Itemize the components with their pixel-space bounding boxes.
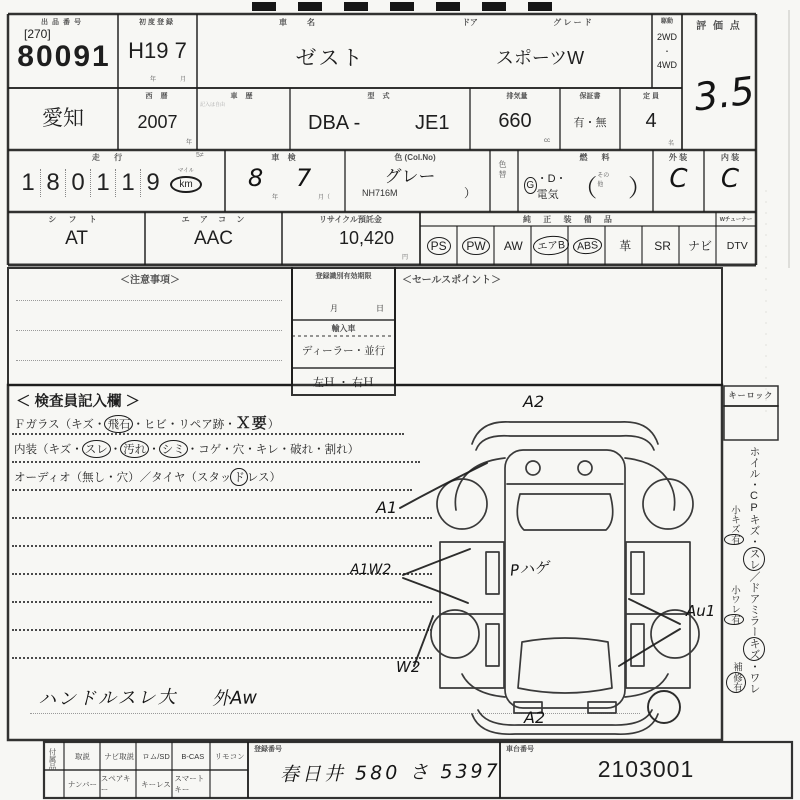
- warranty-header: 保証書: [579, 93, 601, 100]
- equipment-item-PS: PS: [420, 226, 457, 265]
- mileage-header: 走 行: [91, 153, 129, 162]
- inspector-line-interior: 内装（キズ・ スレ ・ 汚れ ・ シミ ・コゲ・穴・キレ・破れ・割れ）: [14, 440, 359, 458]
- ruled-line: [12, 517, 432, 519]
- color-paren-close: ）: [464, 186, 477, 200]
- mileage-unit-top: マイル: [177, 168, 195, 174]
- ruled-line: [12, 657, 432, 659]
- odometer-digit: 1: [21, 169, 35, 196]
- registration-no-value: 春日井 580 さ 5397: [279, 760, 501, 786]
- grade-value: スポーツW: [495, 48, 585, 68]
- score-header: 評 価 点: [696, 21, 742, 32]
- registration-box-month: 月: [330, 304, 338, 313]
- interior-grade: C: [720, 164, 740, 194]
- car-diagram: [420, 392, 720, 738]
- shaken-year-unit: 年: [272, 195, 279, 201]
- side-condition-sub-hoshu: 補修有: [727, 662, 745, 720]
- side-condition-main: ホイル・CPキズ・スレ／ドアミラーキズ・ワレ: [744, 446, 764, 738]
- side-condition-sub-ware: 小ワレ有: [725, 585, 743, 649]
- lot-bracket: [270]: [24, 27, 51, 41]
- accessories-label: 付属品: [48, 748, 57, 771]
- mileage-mark: 5≠: [196, 152, 204, 159]
- side-condition-sub-kizu: 小キズ有: [725, 505, 743, 569]
- chassis-no-header: 車台番号: [506, 746, 534, 753]
- notice-line: [16, 330, 282, 331]
- sales-point-header: ＜セールスポイント＞: [402, 275, 502, 286]
- capacity-header: 定 員: [643, 93, 659, 100]
- fuel-rest: ・D・電気: [536, 172, 567, 201]
- accessory-ロム/SD: ロム/SD: [142, 751, 170, 761]
- inspector-header: ＜ 検査員記入欄 ＞: [16, 394, 141, 410]
- fuel-value: [524, 168, 652, 203]
- odometer-digit: 9: [140, 169, 165, 197]
- year-west-header: 西 暦: [145, 93, 171, 100]
- aircon-header: エ ア コ ン: [181, 215, 249, 224]
- accessory-リモコン: リモコン: [214, 751, 245, 761]
- equipment-cells: [420, 226, 756, 265]
- odometer-digits: [16, 166, 165, 200]
- lot-header: 出品番号: [41, 19, 85, 26]
- equipment-item-AW: AW: [503, 238, 523, 253]
- aircon-value: AAC: [193, 228, 234, 249]
- inspector-line-audio-tire: オーディオ（無し・穴）／タイヤ（スタッ ド レス）: [14, 468, 281, 486]
- drive-4wd: 4WD: [657, 60, 677, 70]
- history-header: 車 歴: [230, 93, 256, 100]
- door-header: ドア: [462, 18, 478, 27]
- lot-number: 80091: [17, 40, 111, 73]
- accessory-empty: [211, 770, 248, 798]
- handle-label: 左Ｈ ・ 右Ｈ: [312, 377, 375, 389]
- accessory-取説: 取説: [74, 751, 90, 761]
- first-reg-value: H19 7: [128, 38, 187, 63]
- warranty-value: 有・無: [573, 117, 607, 129]
- equipment-item-ナビ: ナビ: [687, 239, 712, 253]
- accessories-row-2: [64, 770, 248, 798]
- handwritten-note-aw: 外Aw: [211, 687, 258, 710]
- interior-header: 内 装: [720, 153, 740, 162]
- grade-header: グ レ ー ド: [553, 18, 592, 27]
- equipment-item-SR: SR: [654, 238, 671, 253]
- mileage-unit-selector: [166, 166, 206, 193]
- annotation-left-doors: A1W2: [350, 562, 392, 578]
- odometer-digit: 1: [90, 169, 115, 197]
- fuel-paren-close: ）: [628, 175, 652, 202]
- drive-2wd: 2WD: [657, 32, 677, 42]
- capacity-value: 4: [645, 110, 657, 132]
- annotation-roof-center: Pハゲ: [509, 558, 550, 580]
- model-code-header: 型 式: [367, 93, 393, 100]
- equipment-item-ABS: ABS: [569, 226, 606, 265]
- inspector-line-glass: Ｆガラス（キズ・ 飛石 ・ヒビ・リペア跡・Ｘ要）: [14, 415, 280, 432]
- score-value: 3.5: [691, 68, 757, 120]
- recycle-unit: 円: [402, 255, 409, 261]
- mileage-unit-km: km: [170, 176, 201, 193]
- chassis-no-value: 2103001: [597, 756, 695, 782]
- accessory-スマートキー: スマートキー: [174, 774, 205, 794]
- drive-dot: ・: [663, 47, 671, 56]
- shift-header: シ フ ト: [48, 215, 102, 224]
- registration-no-header: 登録番号: [254, 746, 282, 753]
- key-lock-label: キーロック: [728, 391, 774, 400]
- fuel-paren-open: （: [573, 175, 598, 202]
- history-note: 記入は自由: [200, 102, 226, 108]
- odometer-digit: 1: [115, 169, 140, 197]
- car-name: ゼスト: [295, 47, 365, 70]
- shaken-year: 8: [248, 164, 264, 192]
- annotation-left-rear: W2: [396, 658, 421, 676]
- capacity-unit: 名: [668, 141, 675, 147]
- first-reg-month-unit: 月: [180, 77, 187, 83]
- annotation-front-left-fender: A1: [376, 498, 398, 517]
- model-code-prefix: DBA -: [308, 112, 361, 134]
- ruled-line: [12, 629, 432, 631]
- displacement-unit: cc: [544, 138, 550, 144]
- fuel-gasoline: G: [524, 177, 537, 194]
- accessory-B-CAS: B-CAS: [181, 751, 205, 761]
- first-reg-year-unit: 年: [150, 77, 157, 83]
- color-value: グレー: [384, 167, 436, 186]
- accessory-ナビ取説: ナビ取説: [104, 751, 135, 761]
- registration-box-day: 日: [376, 304, 384, 313]
- accessories-row-1: [64, 742, 248, 770]
- notice-line: [16, 360, 282, 361]
- color-code: NH716M: [362, 188, 398, 198]
- shaken-header: 車 検: [271, 153, 299, 162]
- model-code-value: JE1: [415, 112, 450, 134]
- ruled-line: [12, 461, 420, 463]
- shift-value: AT: [65, 228, 88, 249]
- cutoff-page-title: [252, 2, 572, 11]
- recycle-header: リサイクル預託金: [319, 215, 382, 224]
- fuel-header: 燃 料: [579, 153, 613, 162]
- odometer-digit: 8: [40, 169, 65, 197]
- exterior-grade: C: [669, 164, 688, 194]
- notice-header: ＜注意事項＞: [120, 275, 180, 286]
- handwritten-note-handle: ハンドルスレ大: [37, 686, 178, 711]
- car-name-header: 車 名: [279, 18, 321, 27]
- notice-line: [16, 300, 282, 301]
- equipment-item-PW: PW: [457, 226, 494, 265]
- year-west-unit: 年: [186, 140, 193, 146]
- color-change-label: 色替: [498, 160, 507, 180]
- color-header: 色 (Col.No): [394, 153, 436, 162]
- ruled-line: [12, 433, 404, 435]
- exterior-header: 外 装: [668, 153, 688, 162]
- ruled-line: [12, 545, 432, 547]
- accessory-ナンバー: ナンバー: [67, 779, 97, 789]
- annotation-front: A2: [523, 392, 545, 411]
- annotation-right-rear: Au1: [686, 602, 716, 620]
- registration-box-header: 登録識別有効期限: [315, 273, 372, 280]
- annotation-rear: A2: [524, 708, 546, 727]
- ruled-line: [12, 489, 412, 491]
- shaken-month-unit: 月（: [318, 195, 331, 201]
- year-west-value: 2007: [137, 112, 178, 132]
- fuel-other-label: その他: [597, 172, 610, 188]
- region-value: 愛知: [42, 107, 84, 130]
- odometer-digit: 0: [65, 169, 90, 197]
- equipment-item-DTV: DTV: [726, 239, 748, 252]
- equipment-item-革: 革: [619, 239, 632, 253]
- recycle-value: 10,420: [338, 228, 394, 248]
- equipment-header: 純 正 装 備 品: [523, 215, 617, 224]
- shaken-month: 7: [296, 164, 312, 192]
- drive-header: 駆動: [660, 19, 673, 25]
- dealer-label: ディーラー・並行: [301, 345, 386, 357]
- displacement-value: 660: [498, 110, 532, 132]
- equipment-tuner-header: Wチューナー: [719, 217, 753, 223]
- equipment-item-エアB: エアB: [532, 226, 569, 265]
- accessory-スペアキー: スペアキー: [100, 774, 131, 794]
- accessory-キーレス: キーレス: [141, 779, 171, 789]
- first-reg-header: 初度登録: [139, 19, 175, 26]
- displacement-header: 排気量: [506, 93, 528, 100]
- ruled-line: [12, 601, 432, 603]
- import-label: 輸入車: [331, 324, 356, 333]
